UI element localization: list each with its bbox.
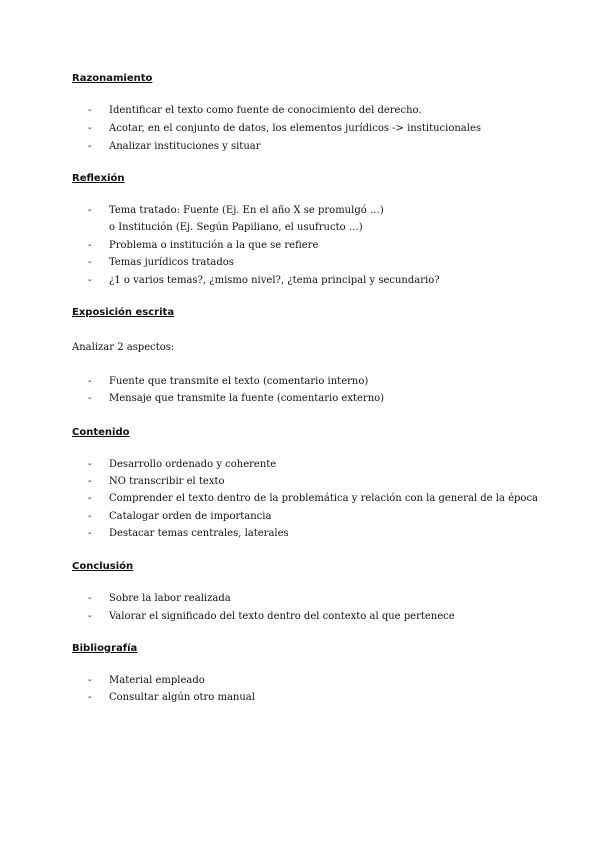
section-heading-bibliografia: Bibliografía <box>72 643 138 654</box>
list-item <box>88 375 368 389</box>
list-item-continuation: o Institución (Ej. Según Papiliano, el usufructo …) <box>109 222 363 233</box>
bullet-dash: - <box>88 275 92 286</box>
list-item-text: Catalogar orden de importancia <box>109 511 272 522</box>
bullet-dash: - <box>88 123 92 134</box>
bullet-dash: - <box>88 376 92 387</box>
list-item <box>88 510 271 524</box>
section-heading-exposicion: Exposición escrita <box>72 307 175 318</box>
list-item <box>88 527 289 541</box>
list-item <box>88 204 384 218</box>
section-heading-razonamiento: Razonamiento <box>72 73 153 84</box>
bullet-dash: - <box>88 141 92 152</box>
list-item <box>88 674 205 688</box>
list-item <box>88 239 318 253</box>
bullet-dash: - <box>88 675 92 686</box>
section-heading-conclusion: Conclusión <box>72 561 134 572</box>
list-item-text: ¿1 o varios temas?, ¿mismo nivel?, ¿tema principal y secundario? <box>109 275 440 286</box>
list-item <box>88 104 422 118</box>
list-item <box>88 140 261 154</box>
list-item-text: Destacar temas centrales, laterales <box>109 528 289 539</box>
section-intro-text: Analizar 2 aspectos: <box>72 342 175 353</box>
bullet-dash: - <box>88 593 92 604</box>
list-item <box>88 592 231 606</box>
bullet-dash: - <box>88 493 92 504</box>
list-item <box>88 256 234 270</box>
bullet-dash: - <box>88 528 92 539</box>
bullet-dash: - <box>88 105 92 116</box>
bullet-dash: - <box>88 205 92 216</box>
list-item <box>88 122 481 136</box>
list-item-text: Valorar el significado del texto dentro del contexto al que pertenece <box>109 611 455 622</box>
list-item <box>88 274 440 288</box>
list-item-text: Consultar algún otro manual <box>109 692 255 703</box>
bullet-dash: - <box>88 611 92 622</box>
list-item-text: Problema o institución a la que se refiere <box>109 240 319 251</box>
list-item-text: Material empleado <box>109 675 205 686</box>
list-item <box>88 392 384 406</box>
list-item <box>88 458 276 472</box>
bullet-dash: - <box>88 240 92 251</box>
list-item-text: NO transcribir el texto <box>109 476 225 487</box>
list-item <box>88 691 255 705</box>
list-item-text: Temas jurídicos tratados <box>109 257 234 268</box>
list-item-text: Tema tratado: Fuente (Ej. En el año X se promulgó …) <box>109 205 384 216</box>
list-item-text: Identificar el texto como fuente de conocimiento del derecho. <box>109 105 422 116</box>
bullet-dash: - <box>88 476 92 487</box>
bullet-dash: - <box>88 511 92 522</box>
list-item-text: Mensaje que transmite la fuente (comentario externo) <box>109 393 385 404</box>
bullet-dash: - <box>88 257 92 268</box>
list-item <box>88 492 538 506</box>
list-item-text: Acotar, en el conjunto de datos, los elementos jurídicos -> institucionales <box>109 123 482 134</box>
list-item <box>88 610 455 624</box>
section-heading-reflexion: Reflexión <box>72 173 125 184</box>
list-item-text: Desarrollo ordenado y coherente <box>109 459 277 470</box>
list-item-text: Fuente que transmite el texto (comentario interno) <box>109 376 369 387</box>
list-item <box>88 475 225 489</box>
bullet-dash: - <box>88 692 92 703</box>
bullet-dash: - <box>88 393 92 404</box>
bullet-dash: - <box>88 459 92 470</box>
section-heading-contenido: Contenido <box>72 427 130 438</box>
list-item-text: Analizar instituciones y situar <box>109 141 261 152</box>
list-item-text: Sobre la labor realizada <box>109 593 231 604</box>
list-item-text: Comprender el texto dentro de la problemática y relación con la general de la época <box>109 493 539 504</box>
